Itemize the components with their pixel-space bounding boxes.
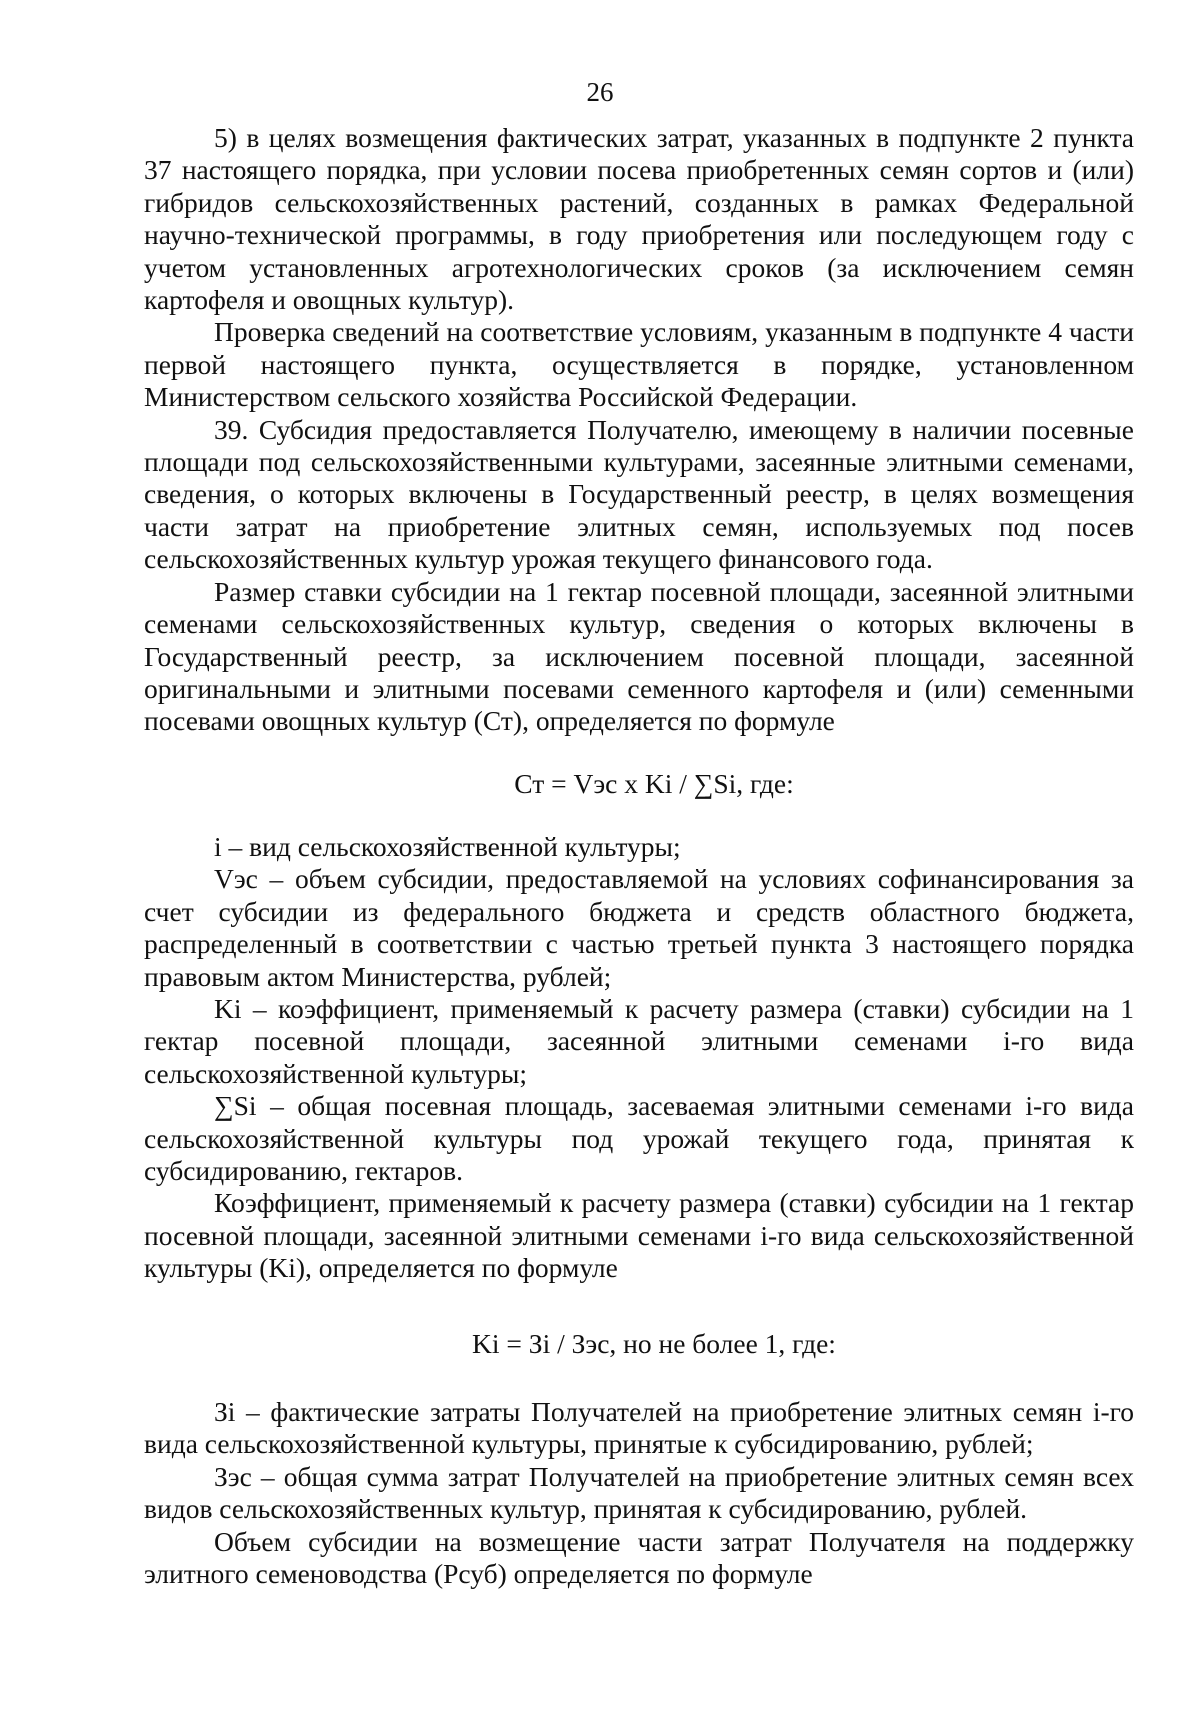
formula-ct: Ст = Vэс х Ki / ∑Si, где:: [514, 768, 794, 799]
definition-ki: Ki – коэффициент, применяемый к расчету размера (ставки) субсидии на 1 гектар посевной площади, засеянной элитными семенами i-го вида сельскохозяйственной культуры;: [144, 993, 1134, 1089]
paragraph-subsidy-volume: Объем субсидии на возмещение части затрат Получателя на поддержку элитного семеноводства (Рсуб) определяется по формуле: [144, 1525, 1134, 1590]
definition-i: i – вид сельскохозяйственной культуры;: [214, 831, 681, 862]
definition-zes: Зэс – общая сумма затрат Получателей на приобретение элитных семян всех видов сельскохозяйственных культур, принятая к субсидированию, рублей.: [144, 1460, 1134, 1525]
text-block-b: [144, 831, 1134, 1285]
paragraph-rate-definition: Размер ставки субсидии на 1 гектар посевной площади, засеянной элитными семенами сельскохозяйственных культур, сведения о которых включены в Государственный реестр, за исключением посевной площади, засеянной оригинальными и элитными посевами семенного картофеля и (или) семенными посевами овощных культур (Ст), определяется по формуле: [144, 575, 1134, 737]
paragraph-item-5: 5) в целях возмещения фактических затрат, указанных в подпункте 2 пункта 37 настоящего порядка, при условии посева приобретенных семян сортов и (или) гибридов сельскохозяйственных растений, созданных в рамках Федеральной научно-технической программы, в году приобретения или последующем году с учетом установленных агротехнологических сроков (за исключением семян картофеля и овощных культур).: [144, 122, 1134, 316]
definition-si: ∑Si – общая посевная площадь, засеваемая элитными семенами i-го вида сельскохозяйственной культуры под урожай текущего года, принятая к субсидированию, гектаров.: [144, 1090, 1134, 1187]
paragraph-coefficient: Коэффициент, применяемый к расчету размера (ставки) субсидии на 1 гектар посевной площади, засеянной элитными семенами i-го вида сельскохозяйственной культуры (Ki), определяется по формуле: [144, 1187, 1134, 1284]
paragraph-39: 39. Субсидия предоставляется Получателю, имеющему в наличии посевные площади под сельскохозяйственными культурами, засеянные элитными семенами, сведения, о которых включены в Государственный реестр, в целях возмещения части затрат на приобретение элитных семян, используемых под посев сельскохозяйственных культур урожая текущего финансового года.: [144, 413, 1134, 575]
page-number: 26: [586, 77, 614, 107]
definition-ves: Vэс – объем субсидии, предоставляемой на условиях софинансирования за счет субсидии из федерального бюджета и средств областного бюджета, распределенный в соответствии с частью третьей пункта 3 настоящего порядка правовым актом Министерства, рублей;: [144, 863, 1134, 992]
text-block-c: [144, 1396, 1134, 1590]
definition-zi: Зi – фактические затраты Получателей на приобретение элитных семян i-го вида сельскохозяйственной культуры, принятые к субсидированию, рублей;: [144, 1396, 1134, 1460]
formula-ki: Ki = Зi / Зэс, но не более 1, где:: [472, 1328, 836, 1359]
text-block-a: [144, 122, 1134, 738]
paragraph-verification: Проверка сведений на соответствие условиям, указанным в подпункте 4 части первой настоящего пункта, осуществляется в порядке, установленном Министерством сельского хозяйства Российской Федерации.: [144, 316, 1134, 413]
